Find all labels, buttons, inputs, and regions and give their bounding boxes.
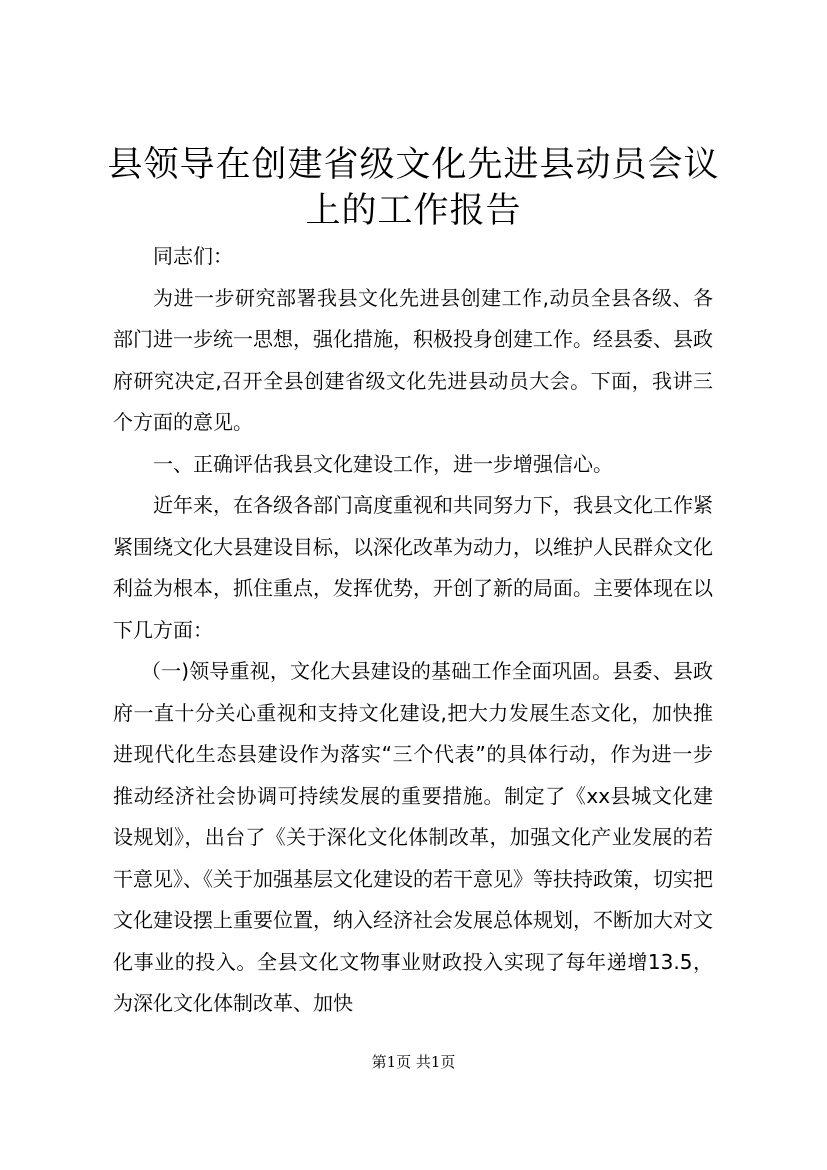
- section-heading-paragraph: 一、正确评估我县文化建设工作，进一步增强信心。: [153, 451, 613, 476]
- body-paragraph: （一)领导重视，文化大县建设的基础工作全面巩固。县委、县政府一直十分关心重视和支持文化建设,把大力发展生态文化，加快推进现代化生态县建设作为落实“三个代表”的具体行动，作为进一步推动经济社会协调可持续发展的重要措施。制定了《xx县城文化建设规划》，出台了《关于深化文化体制改革，加强文化产业发展的若干意见》、《关于加强基层文化建设的若干意见》等扶持政策，切实把文化建设摆上重要位置，纳入经济社会发展总体规划，不断加大对文化事业的投入。全县文化文物事业财政投入实现了每年递增13.5，为深化文化体制改革、加快: [113, 659, 713, 1015]
- document-title: 县领导在创建省级文化先进县动员会议上的工作报告: [107, 145, 720, 231]
- page-footer: 第1页 共1页: [371, 1053, 456, 1071]
- salutation-paragraph: 同志们：: [153, 244, 233, 268]
- intro-paragraph: 为进一步研究部署我县文化先进县创建工作,动员全县各级、各部门进一步统一思想，强化措施，积极投身创建工作。经县委、县政府研究决定,召开全县创建省级文化先进县动员大会。下面，我讲三个方面的意见。: [113, 285, 713, 434]
- body-paragraph: 近年来，在各级各部门高度重视和共同努力下，我县文化工作紧紧围绕文化大县建设目标，以深化改革为动力，以维护人民群众文化利益为根本，抓住重点，发挥优势，开创了新的局面。主要体现在以下几方面：: [113, 493, 713, 642]
- document-body: [113, 236, 713, 1025]
